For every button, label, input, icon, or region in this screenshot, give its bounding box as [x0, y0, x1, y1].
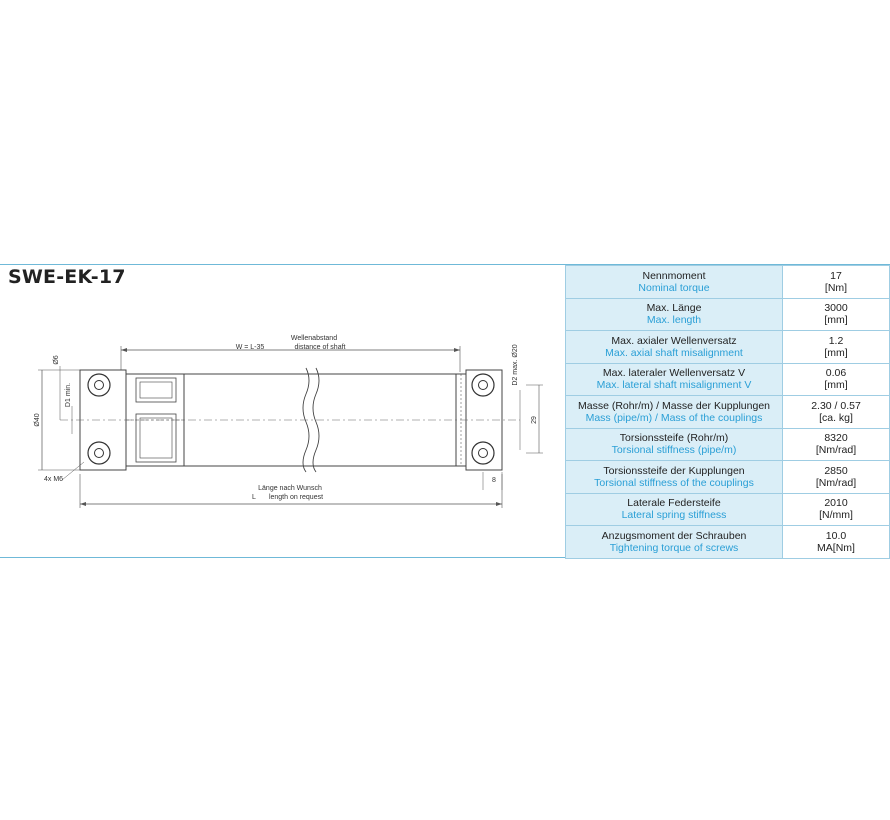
bottom-label-de: Länge nach Wunsch — [258, 485, 322, 492]
product-title: SWE-EK-17 — [8, 266, 126, 288]
spec-value: 8320 — [824, 432, 848, 445]
diameter-6-label: Ø6 — [53, 355, 60, 365]
spec-label-en: Tightening torque of screws — [609, 541, 739, 554]
spec-value: 2.30 / 0.57 — [811, 399, 861, 412]
screw-top-right — [472, 374, 494, 396]
screw-top-left — [88, 374, 110, 396]
spec-label-de: Torsionssteife der Kupplungen — [603, 464, 745, 477]
spec-unit: [mm] — [824, 314, 848, 327]
spec-row — [566, 363, 890, 396]
d2-label: D2 max. Ø20 — [512, 344, 519, 386]
spec-row — [566, 461, 890, 494]
top-label-de: Wellenabstand — [290, 335, 338, 342]
spec-value: 10.0 — [825, 529, 847, 542]
spec-label-en: Max. axial shaft misalignment — [605, 346, 743, 359]
top-label-formula: W = L-35 — [235, 344, 265, 351]
spec-unit: [Nm/rad] — [815, 476, 857, 489]
screws-label: 4x M6 — [44, 476, 64, 483]
spec-label-de: Anzugsmoment der Schrauben — [601, 529, 747, 542]
spec-row — [566, 526, 890, 559]
spec-unit: [Nm/rad] — [815, 444, 857, 457]
spec-row — [566, 266, 890, 299]
spec-label-en: Lateral spring stiffness — [621, 509, 727, 522]
spec-row — [566, 298, 890, 331]
spec-value: 2010 — [824, 497, 848, 510]
spec-label-de: Masse (Rohr/m) / Masse der Kupplungen — [578, 399, 770, 412]
spec-unit: [mm] — [824, 379, 848, 392]
spec-label-en: Mass (pipe/m) / Mass of the couplings — [585, 411, 763, 424]
spec-row — [566, 396, 890, 429]
diameter-40-label: Ø40 — [34, 413, 41, 427]
spec-unit: [mm] — [824, 346, 848, 359]
bottom-label-L: L — [252, 494, 256, 501]
spec-label-en: Max. lateral shaft misalignment V — [596, 379, 752, 392]
spec-label-de: Laterale Federsteife — [627, 497, 721, 510]
screw-bottom-right — [472, 442, 494, 464]
spec-value: 1.2 — [828, 334, 844, 347]
spec-label-de: Max. Länge — [646, 302, 702, 315]
spec-label-en: Torsional stiffness of the couplings — [594, 476, 754, 489]
spec-value: 17 — [830, 269, 842, 282]
top-label-en: distance of shaft — [294, 344, 346, 351]
spec-value: 2850 — [824, 464, 848, 477]
screw-bottom-left — [88, 442, 110, 464]
spec-unit: MA[Nm] — [817, 541, 855, 554]
spec-row — [566, 331, 890, 364]
technical-drawing — [0, 300, 565, 550]
dim-29-label: 29 — [531, 416, 538, 424]
spec-row — [566, 493, 890, 526]
spec-unit: [ca. kg] — [819, 411, 853, 424]
spec-label-de: Torsionssteife (Rohr/m) — [619, 432, 729, 445]
spec-label-de: Max. lateraler Wellenversatz V — [602, 367, 746, 380]
spec-label-de: Max. axialer Wellenversatz — [611, 334, 737, 347]
spec-label-de: Nennmoment — [642, 269, 706, 282]
bottom-label-en: length on request — [268, 494, 324, 501]
spec-unit: [N/mm] — [819, 509, 853, 522]
dim-8-label: 8 — [492, 477, 496, 484]
spec-table — [565, 265, 890, 559]
spec-row — [566, 428, 890, 461]
spec-label-en: Nominal torque — [638, 281, 710, 294]
d1-label: D1 min. — [65, 382, 72, 408]
spec-label-en: Torsional stiffness (pipe/m) — [611, 444, 737, 457]
spec-unit: [Nm] — [824, 281, 848, 294]
spec-value: 3000 — [824, 302, 848, 315]
spec-label-en: Max. length — [646, 314, 702, 327]
spec-value: 0.06 — [825, 367, 847, 380]
